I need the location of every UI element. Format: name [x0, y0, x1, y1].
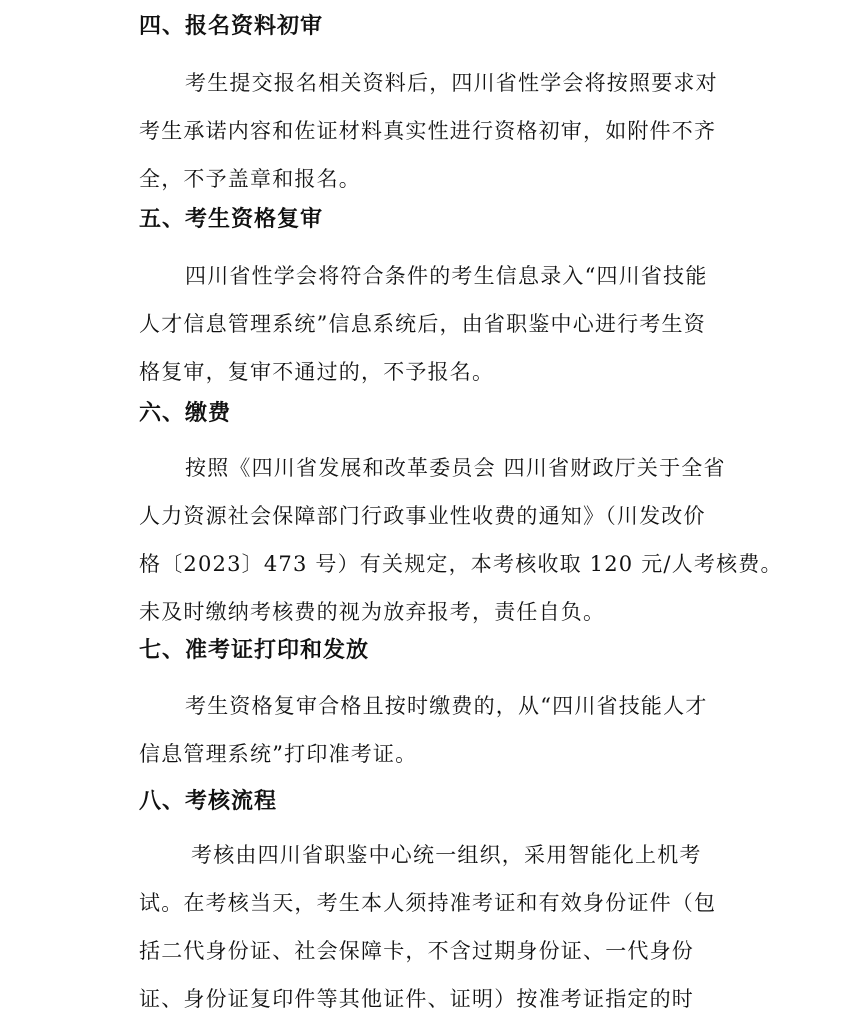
paragraph-line: 人力资源社会保障部门行政事业性收费的通知》（川发改价	[139, 504, 706, 528]
section-heading-recheck: 五、考生资格复审	[139, 207, 324, 232]
paragraph-line: 试。在考核当天，考生本人须持准考证和有效身份证件（包	[139, 891, 717, 915]
paragraph-line: 全，不予盖章和报名。	[139, 167, 361, 191]
paragraph-line: 四川省性学会将符合条件的考生信息录入“四川省技能	[185, 264, 708, 288]
paragraph-line: 格复审，复审不通过的，不予报名。	[139, 360, 495, 384]
paragraph-line: 格〔2023〕473 号）有关规定，本考核收取 120 元/人考核费。	[139, 552, 783, 576]
paragraph-line: 证、身份证复印件等其他证件、证明）按准考证指定的时	[139, 987, 694, 1011]
paragraph-line: 信息管理系统”打印准考证。	[139, 742, 418, 766]
section-body-exam-process	[139, 831, 729, 1023]
paragraph-line: 考生资格复审合格且按时缴费的，从“四川省技能人才	[185, 694, 708, 718]
paragraph-line: 考生承诺内容和佐证材料真实性进行资格初审，如附件不齐	[139, 119, 717, 143]
paragraph-line: 未及时缴纳考核费的视为放弃报考，责任自负。	[139, 600, 606, 624]
paragraph-line: 按照《四川省发展和改革委员会 四川省财政厅关于全省	[185, 456, 726, 480]
paragraph-line: 考生提交报名相关资料后，四川省性学会将按照要求对	[185, 71, 718, 95]
section-body-recheck	[139, 252, 729, 396]
paragraph-line: 括二代身份证、社会保障卡，不含过期身份证、一代身份	[139, 939, 694, 963]
paragraph-line: 人才信息管理系统”信息系统后，由省职鉴中心进行考生资	[139, 312, 706, 336]
section-body-review	[139, 59, 729, 203]
section-body-admission-ticket	[139, 682, 729, 778]
section-heading-review: 四、报名资料初审	[139, 14, 324, 39]
paragraph-line: 考核由四川省职鉴中心统一组织，采用智能化上机考	[191, 843, 702, 867]
section-heading-exam-process: 八、考核流程	[139, 789, 278, 814]
section-body-fee	[139, 444, 783, 636]
section-heading-fee: 六、缴费	[139, 401, 232, 426]
section-heading-admission-ticket: 七、准考证打印和发放	[139, 638, 370, 663]
